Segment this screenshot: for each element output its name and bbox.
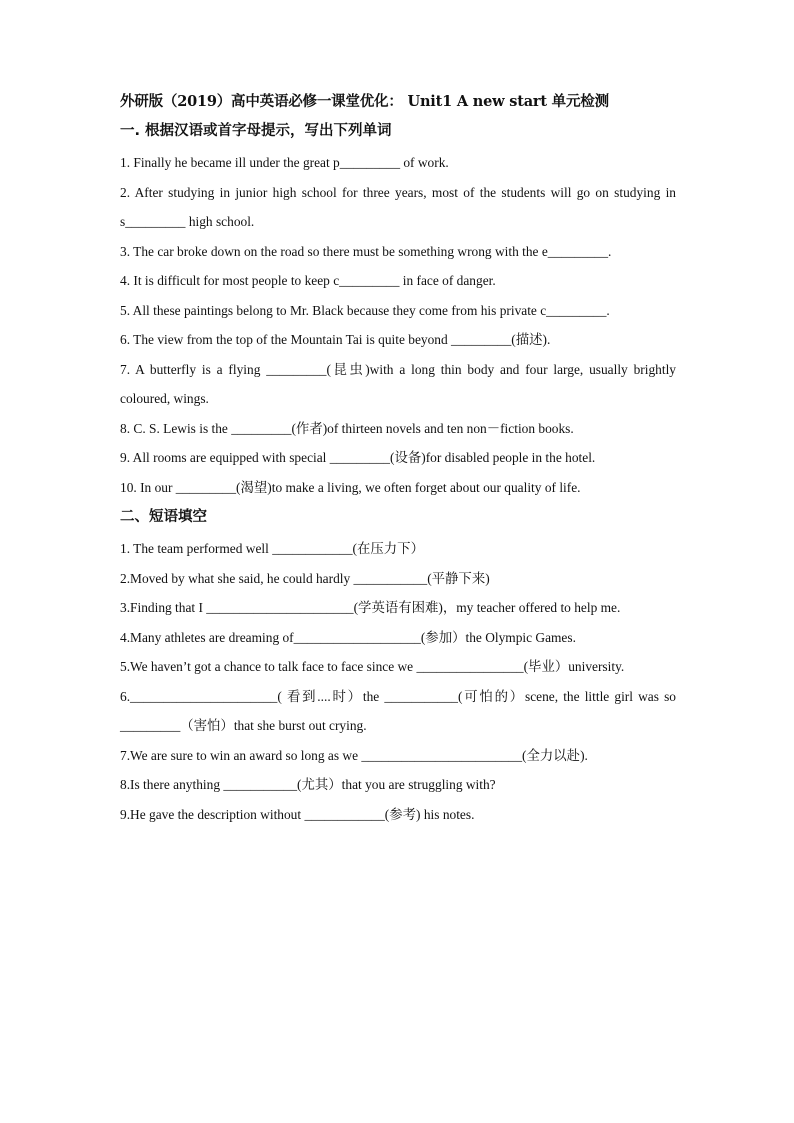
question-1-10: 10. In our _________(渴望)to make a living, we often forget about our quality of life. xyxy=(120,479,581,495)
question-1-3: 3. The car broke down on the road so there must be something wrong with the e_________. xyxy=(120,243,612,259)
question-2-8: 8.Is there anything ___________(尤其）that you are struggling with? xyxy=(120,777,496,792)
section1-list xyxy=(120,148,676,502)
question-1-7: 7. A butterfly is a flying _________(昆虫)with a long thin body and four large, usually brightly coloured, wings. xyxy=(120,361,676,406)
question-2-4: 4.Many athletes are dreaming of___________________(参加）the Olympic Games. xyxy=(120,629,576,645)
question-2-7: 7.We are sure to win an award so long as we ________________________(全力以赴). xyxy=(120,747,588,763)
question-2-5: 5.We haven’t got a chance to talk face to face since we ________________(毕业）university. xyxy=(120,659,625,674)
question-1-8: 8. C. S. Lewis is the _________(作者)of thirteen novels and ten non－fiction books. xyxy=(120,420,574,436)
page-title: 外研版（2019）高中英语必修一课堂优化： Unit1 A new start 单元检测 xyxy=(120,93,609,110)
section1-heading: 一. 根据汉语或首字母提示，写出下列单词 xyxy=(120,123,392,139)
question-2-2: 2.Moved by what she said, he could hardly ___________(平静下来) xyxy=(120,570,490,586)
section2-heading: 二、短语填空 xyxy=(120,509,207,525)
worksheet-page xyxy=(120,92,676,829)
section2-list xyxy=(120,534,676,829)
question-2-9: 9.He gave the description without ____________(参考) his notes. xyxy=(120,806,475,822)
question-2-6: 6.______________________( 看到....时）the ___________(可怕的）scene, the little girl was so _________（害怕）that she burst out crying. xyxy=(120,688,676,733)
question-1-5: 5. All these paintings belong to Mr. Black because they come from his private c_________. xyxy=(120,302,610,318)
question-1-6: 6. The view from the top of the Mountain Tai is quite beyond _________(描述). xyxy=(120,332,551,347)
question-1-4: 4. It is difficult for most people to keep c_________ in face of danger. xyxy=(120,273,496,288)
question-2-1: 1. The team performed well ____________(在压力下） xyxy=(120,541,424,556)
question-1-1: 1. Finally he became ill under the great p_________ of work. xyxy=(120,155,449,170)
question-2-3: 3.Finding that I ______________________(学英语有困难)，my teacher offered to help me. xyxy=(120,600,621,615)
question-1-9: 9. All rooms are equipped with special _________(设备)for disabled people in the hotel. xyxy=(120,450,596,465)
question-1-2: 2. After studying in junior high school for three years, most of the students will go on studying in s_________ high school. xyxy=(120,184,676,229)
